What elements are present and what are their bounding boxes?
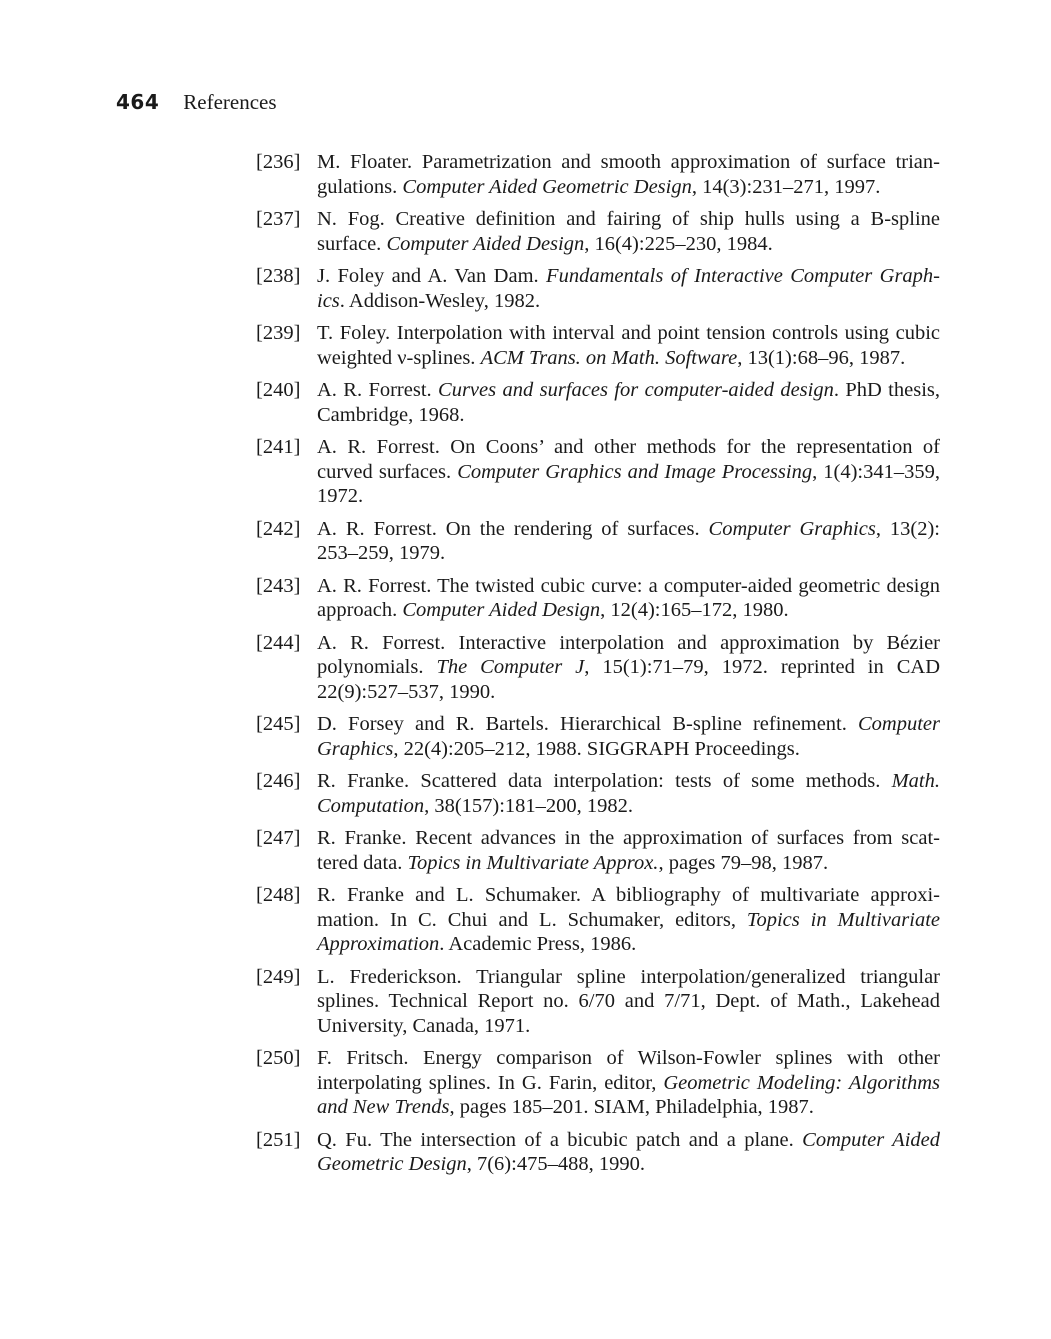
reference-title-italic: Computer Aided Geometric Design [402, 175, 692, 198]
reference-number: [250] [256, 1047, 301, 1069]
reference-text-run: , pages 79–98, 1987. [658, 851, 829, 874]
reference-entry [256, 965, 940, 1039]
reference-text-run: , 13(1):68–96, 1987. [737, 346, 906, 369]
reference-text-run: , 12(4):165–172, 1980. [600, 599, 789, 621]
reference-text-run: A. R. Forrest. [317, 379, 439, 401]
reference-text-run: J. Foley and A. Van Dam. [317, 265, 547, 287]
reference-entry [256, 1128, 940, 1177]
reference-text-run: T. Foley. Interpolation with interval and point tension controls using cubic weighted ν-splines. [317, 322, 940, 369]
reference-entry [256, 826, 940, 875]
reference-number: [236] [256, 151, 301, 173]
reference-number: [241] [256, 436, 301, 458]
reference-title-italic: Computer Graphics [708, 517, 876, 540]
reference-text-run: F. Fritsch. Energy comparison of Wilson-Fowler splines with other interpolating splines. In G. Farin, editor, [317, 1047, 940, 1094]
reference-title-italic: Topics in Multivariate Approximation [317, 908, 940, 955]
reference-text [317, 712, 940, 761]
reference-text-run: A. R. Forrest. The twisted cubic curve: a computer-aided geometric design approach. [317, 574, 940, 621]
reference-text-run: , pages 185–201. SIAM, Philadelphia, 1987. [449, 1096, 814, 1118]
reference-text-run: , 7(6):475–488, 1990. [466, 1153, 645, 1175]
reference-entry [256, 631, 940, 705]
reference-text [317, 435, 940, 509]
reference-text-run: A. R. Forrest. On the rendering of surfaces. [317, 517, 709, 540]
reference-text-run: M. Floater. Parametrization and smooth approximation of surface trian-gulations. [317, 151, 940, 198]
reference-title-italic: Computer Aided Design [386, 232, 585, 255]
reference-text-run: R. Franke and L. Schumaker. A bibliography of multivariate approxi-mation. In C. Chui and L. Schumaker, editors, [317, 884, 940, 931]
reference-number: [240] [256, 379, 301, 401]
reference-text-run: . PhD thesis, Cambridge, 1968. [317, 379, 940, 426]
reference-text [317, 517, 940, 566]
reference-text-run: N. Fog. Creative definition and fairing of ship hulls using a B-spline surface. [317, 208, 940, 255]
reference-text-run: A. R. Forrest. Interactive interpolation and approximation by Bézier polynomials. [317, 631, 940, 678]
reference-text [317, 826, 940, 875]
reference-entry [256, 150, 940, 199]
reference-entry [256, 883, 940, 957]
reference-text-run: , 13(2): 253–259, 1979. [317, 517, 940, 564]
reference-text-run: L. Frederickson. Triangular spline interpolation/generalized triangular splines. Technical Report no. 6/70 and 7/71, Dept. of Math., Lakehead University, Canada, 1971. [317, 965, 940, 1037]
reference-entry [256, 321, 940, 370]
reference-text-run: . Addison-Wesley, 1982. [339, 289, 541, 312]
reference-text-run: . Academic Press, 1986. [439, 933, 637, 955]
reference-number: [251] [256, 1128, 301, 1151]
reference-number: [243] [256, 574, 301, 597]
reference-entry [256, 712, 940, 761]
reference-number: [237] [256, 208, 301, 230]
reference-text [317, 574, 940, 623]
page-number: 464 [116, 90, 160, 114]
reference-number: [247] [256, 827, 301, 849]
page-header [116, 90, 277, 120]
reference-text [317, 378, 940, 427]
reference-entry [256, 378, 940, 427]
reference-title-italic: Computer Graphics and Image Processing [457, 460, 813, 483]
reference-text-run: , 22(4):205–212, 1988. SIGGRAPH Proceedings. [393, 737, 800, 760]
reference-title-italic: Math. Computation [317, 770, 940, 817]
reference-text-run: R. Franke. Recent advances in the approximation of surfaces from scat-tered data. [317, 827, 940, 874]
reference-entry [256, 517, 940, 566]
reference-entry [256, 574, 940, 623]
reference-text [317, 965, 940, 1039]
reference-text-run: , 15(1):71–79, 1972. reprinted in CAD 22(9):527–537, 1990. [317, 656, 940, 703]
reference-title-italic: The Computer J [436, 656, 585, 678]
running-title: References [183, 90, 277, 114]
reference-text-run: R. Franke. Scattered data interpolation: tests of some methods. [317, 770, 892, 792]
reference-text-run: Q. Fu. The intersection of a bicubic patch and a plane. [317, 1128, 803, 1151]
reference-text-run: , 16(4):225–230, 1984. [584, 232, 773, 255]
reference-text [317, 321, 940, 370]
reference-number: [242] [256, 517, 301, 540]
reference-text-run: , 14(3):231–271, 1997. [691, 175, 881, 198]
reference-text [317, 264, 940, 313]
reference-text [317, 1128, 940, 1177]
reference-title-italic: Fundamentals of Interactive Computer Graph-ics [317, 265, 941, 312]
reference-text [317, 769, 940, 818]
reference-number: [249] [256, 965, 301, 988]
reference-text [317, 883, 940, 957]
reference-title-italic: Topics in Multivariate Approx. [407, 851, 659, 874]
reference-text [317, 1046, 940, 1120]
reference-entry [256, 207, 940, 256]
reference-text [317, 207, 940, 256]
reference-text-run: A. R. Forrest. On Coons’ and other methods for the representation of curved surfaces. [317, 436, 940, 483]
reference-text [317, 150, 940, 199]
reference-title-italic: Computer Aided Design [402, 599, 601, 621]
reference-text [317, 631, 940, 705]
reference-list [256, 150, 940, 1185]
reference-title-italic: Curves and surfaces for computer-aided design [438, 379, 834, 401]
reference-entry [256, 1046, 940, 1120]
reference-title-italic: Computer Aided Geometric Design [317, 1128, 940, 1175]
reference-number: [239] [256, 322, 301, 344]
reference-text-run: D. Forsey and R. Bartels. Hierarchical B-spline refinement. [317, 713, 858, 735]
reference-text-run: , 38(157):181–200, 1982. [424, 794, 634, 817]
reference-number: [245] [256, 713, 301, 735]
reference-entry [256, 264, 940, 313]
reference-number: [246] [256, 770, 301, 792]
reference-number: [248] [256, 884, 301, 906]
reference-entry [256, 769, 940, 818]
reference-text-run: , 1(4):341–359, 1972. [317, 460, 940, 507]
reference-title-italic: Computer Graphics [317, 713, 940, 760]
reference-number: [244] [256, 631, 301, 654]
reference-title-italic: Geometric Modeling: Algorithms and New Trends [317, 1071, 940, 1118]
reference-title-italic: ACM Trans. on Math. Software [480, 346, 738, 369]
reference-number: [238] [256, 265, 301, 287]
reference-entry [256, 435, 940, 509]
